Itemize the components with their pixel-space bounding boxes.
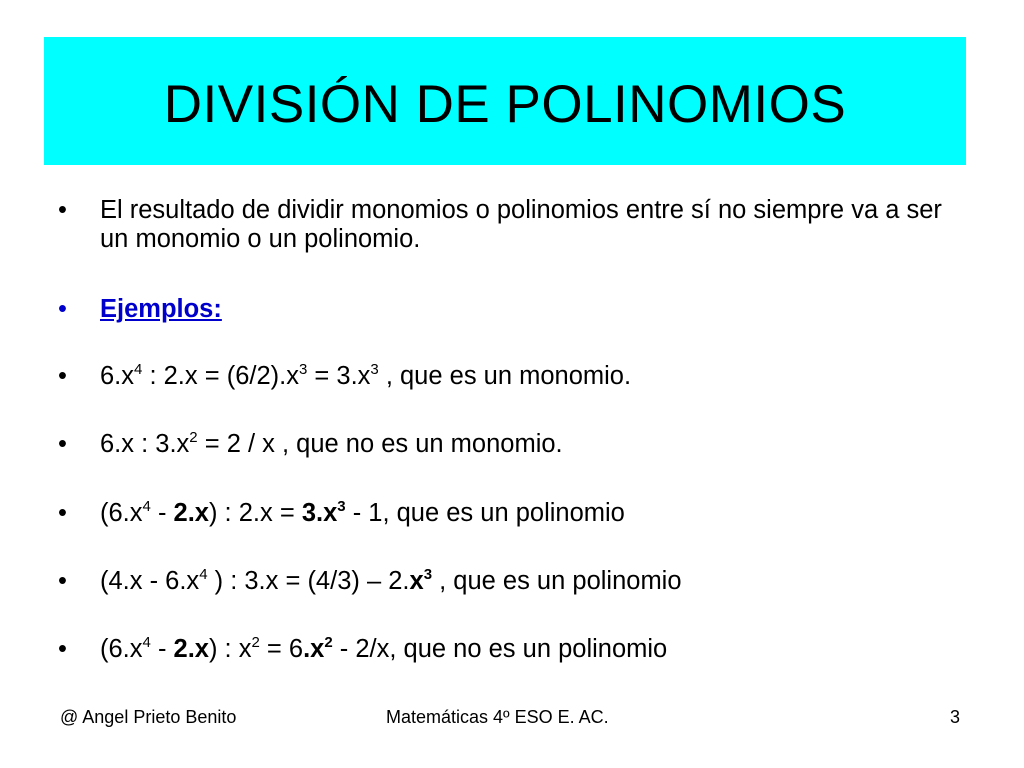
- example-5-text: $(6.x^4 - 2.x)$ : $x^2 = 6.x^2 - 2/x$, que no es un polinomio: [100, 634, 668, 663]
- example-2-text: 6.x : $3.x^2 = 2 / x$ , que no es un monomio.: [100, 429, 563, 458]
- bullet-dot: •: [58, 430, 67, 458]
- example-3-text: $(6.x^4 - 2.x)$ : $2.x = 3.x^3 - 1$, que es un polinomio: [100, 498, 625, 527]
- title-banner: [44, 37, 966, 165]
- bullet-dot: •: [58, 362, 67, 390]
- footer-page-number: 3: [950, 707, 961, 727]
- footer-author: @ Angel Prieto Benito: [60, 707, 237, 727]
- bullet-dot: •: [58, 635, 67, 663]
- example-1-text: $6.x^4$ : $2.x = (6/2).x^3 = 3.x^3$ , que es un monomio.: [100, 361, 632, 390]
- bullet-dot: •: [58, 499, 67, 527]
- examples-link[interactable]: Ejemplos:: [100, 295, 222, 323]
- intro-text: El resultado de dividir monomios o polinomios entre sí no siempre va a ser un monomio o un polinomio.: [100, 196, 942, 253]
- bullet-dot: •: [58, 567, 67, 595]
- bullet-dot: •: [58, 295, 67, 323]
- bullet-dot: •: [58, 196, 67, 224]
- slide-title: DIVISIÓN DE POLINOMIOS: [163, 74, 847, 134]
- example-4-text: ($4.x - 6.x^4$ ) : $3.x = (4/3) - 2.x^3$ , que es un polinomio: [100, 566, 682, 595]
- footer-course: Matemáticas 4º ESO E. AC.: [386, 707, 609, 727]
